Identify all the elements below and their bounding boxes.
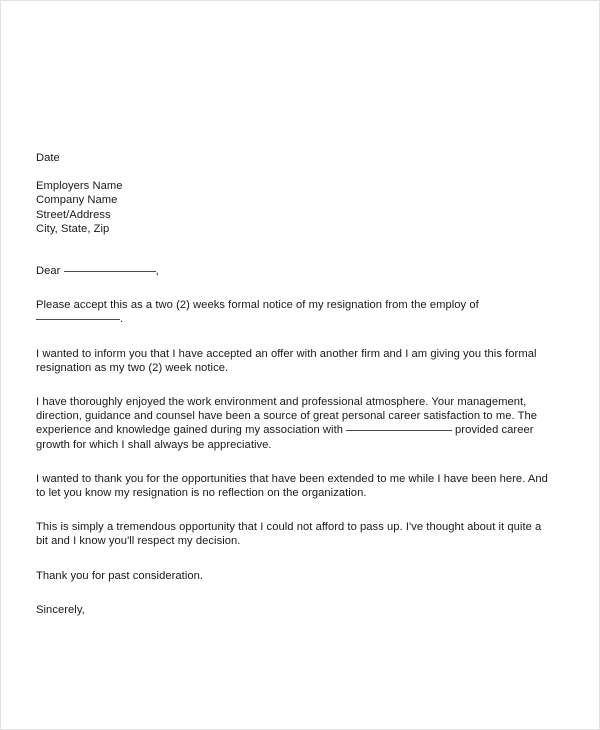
paragraph-appreciation xyxy=(36,395,548,452)
recipient-line-1: Employers Name xyxy=(36,180,123,193)
recipient-line-3: Street/Address xyxy=(36,208,111,221)
paragraph-appreciation-text: I have thoroughly enjoyed the work environment and professional atmosphere. Your management, direction, guidance and counsel have been a source of great personal career satisfaction to me. The experience and knowledge gained during my association with xyxy=(36,396,538,437)
recipient-address-block xyxy=(36,179,548,236)
employer-blank-field[interactable] xyxy=(36,319,120,320)
salutation-blank-field[interactable] xyxy=(64,271,156,272)
salutation-punctuation: , xyxy=(155,265,159,278)
paragraph-opportunity: This is simply a tremendous opportunity that I could not afford to pass up. I've thought about it quite a bit and I know you'll respect my decision. xyxy=(36,521,542,548)
paragraph-notice-text: Please accept this as a two (2) weeks formal notice of my resignation from the employ of xyxy=(36,299,479,312)
paragraph-closing-thanks: Thank you for past consideration. xyxy=(36,569,204,582)
paragraph-thanks-opportunities: I wanted to thank you for the opportunities that have been extended to me while I have been here. And to let you know my resignation is no reflection on the organization. xyxy=(36,472,548,500)
date-line: Date xyxy=(36,152,60,164)
paragraph-inform: I wanted to inform you that I have accepted an offer with another firm and I am giving you this formal resignation as my two (2) week notice. xyxy=(36,347,537,374)
association-blank-field[interactable] xyxy=(346,430,452,431)
salutation-greeting: Dear xyxy=(36,265,61,278)
recipient-line-2: Company Name xyxy=(36,194,118,207)
paragraph-notice-period: . xyxy=(120,313,124,326)
salutation-line xyxy=(36,264,548,278)
paragraph-appreciation-text-end: provided career growth for which I shall always be appreciative. xyxy=(36,424,534,451)
recipient-line-4: City, State, Zip xyxy=(36,222,110,235)
letter-body xyxy=(36,151,548,617)
paragraph-notice xyxy=(36,298,548,326)
signoff-line: Sincerely, xyxy=(36,603,85,616)
